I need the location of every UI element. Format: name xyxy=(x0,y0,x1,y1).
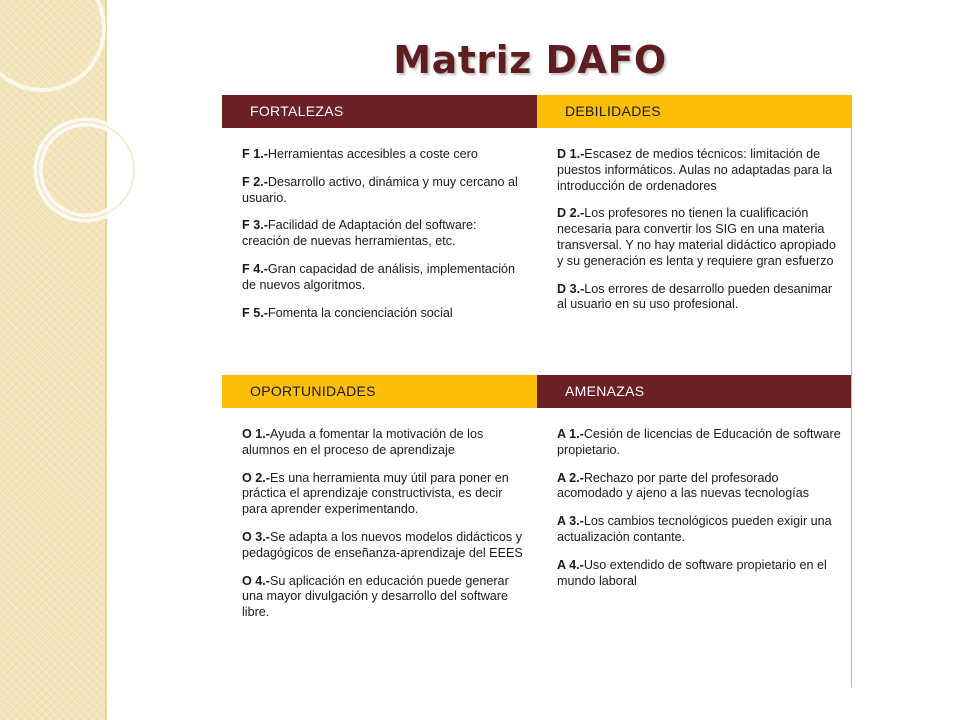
quadrant-amenazas xyxy=(557,427,845,601)
quadrant-oportunidades xyxy=(242,427,524,633)
list-item: F 2.-Desarrollo activo, dinámica y muy cercano al usuario. xyxy=(242,174,518,205)
list-item: D 1.-Escasez de medios técnicos: limitación de puestos informáticos. Aulas no adaptadas para la introducción de ordenadores xyxy=(557,147,833,193)
list-item: A 1.-Cesión de licencias de Educación de software propietario. xyxy=(557,427,841,457)
page-title: Matriz DAFO xyxy=(393,38,667,82)
list-item: F 5.-Fomenta la concienciación social xyxy=(242,305,453,320)
list-item: F 3.-Facilidad de Adaptación del software: creación de nuevas herramientas, etc. xyxy=(242,218,477,249)
header-oportunidades: OPORTUNIDADES xyxy=(222,375,537,408)
list-item: D 3.-Los errores de desarrollo pueden desanimar al usuario en su uso profesional. xyxy=(557,281,833,312)
decorative-ring-shadow xyxy=(38,122,134,218)
list-item: O 2.-Es una herramienta muy útil para poner en práctica el aprendizaje constructivista, es decir para aprender experimentando. xyxy=(242,470,509,517)
quadrant-fortalezas xyxy=(242,147,522,333)
list-item: F 4.-Gran capacidad de análisis, implementación de nuevos algoritmos. xyxy=(242,261,516,292)
quadrant-debilidades xyxy=(557,147,845,325)
list-item: O 3.-Se adapta a los nuevos modelos didácticos y pedagógicos de enseñanza-aprendizaje del EEES xyxy=(242,529,523,560)
list-item: D 2.-Los profesores no tienen la cualificación necesaria para convertir los SIG en una materia transversal. Y no hay material didáctico apropiado y su generación es lenta y requiere gran esfuerzo xyxy=(557,206,836,268)
list-item: A 3.-Los cambios tecnológicos pueden exigir una actualización contante. xyxy=(557,514,832,544)
dafo-matrix xyxy=(222,95,852,687)
list-item: F 1.-Herramientas accesibles a coste cero xyxy=(242,147,478,161)
list-item: A 4.-Uso extendido de software propietario en el mundo laboral xyxy=(557,557,827,588)
list-item: O 4.-Su aplicación en educación puede generar una mayor divulgación y desarrollo del software libre. xyxy=(242,573,509,620)
list-item: O 1.-Ayuda a fomentar la motivación de los alumnos en el proceso de aprendizaje xyxy=(242,427,484,457)
list-item: A 2.-Rechazo por parte del profesorado acomodado y ajeno a las nuevas tecnologías xyxy=(557,470,810,501)
header-debilidades: DEBILIDADES xyxy=(537,95,851,128)
header-fortalezas: FORTALEZAS xyxy=(222,95,537,128)
header-amenazas: AMENAZAS xyxy=(537,375,851,408)
